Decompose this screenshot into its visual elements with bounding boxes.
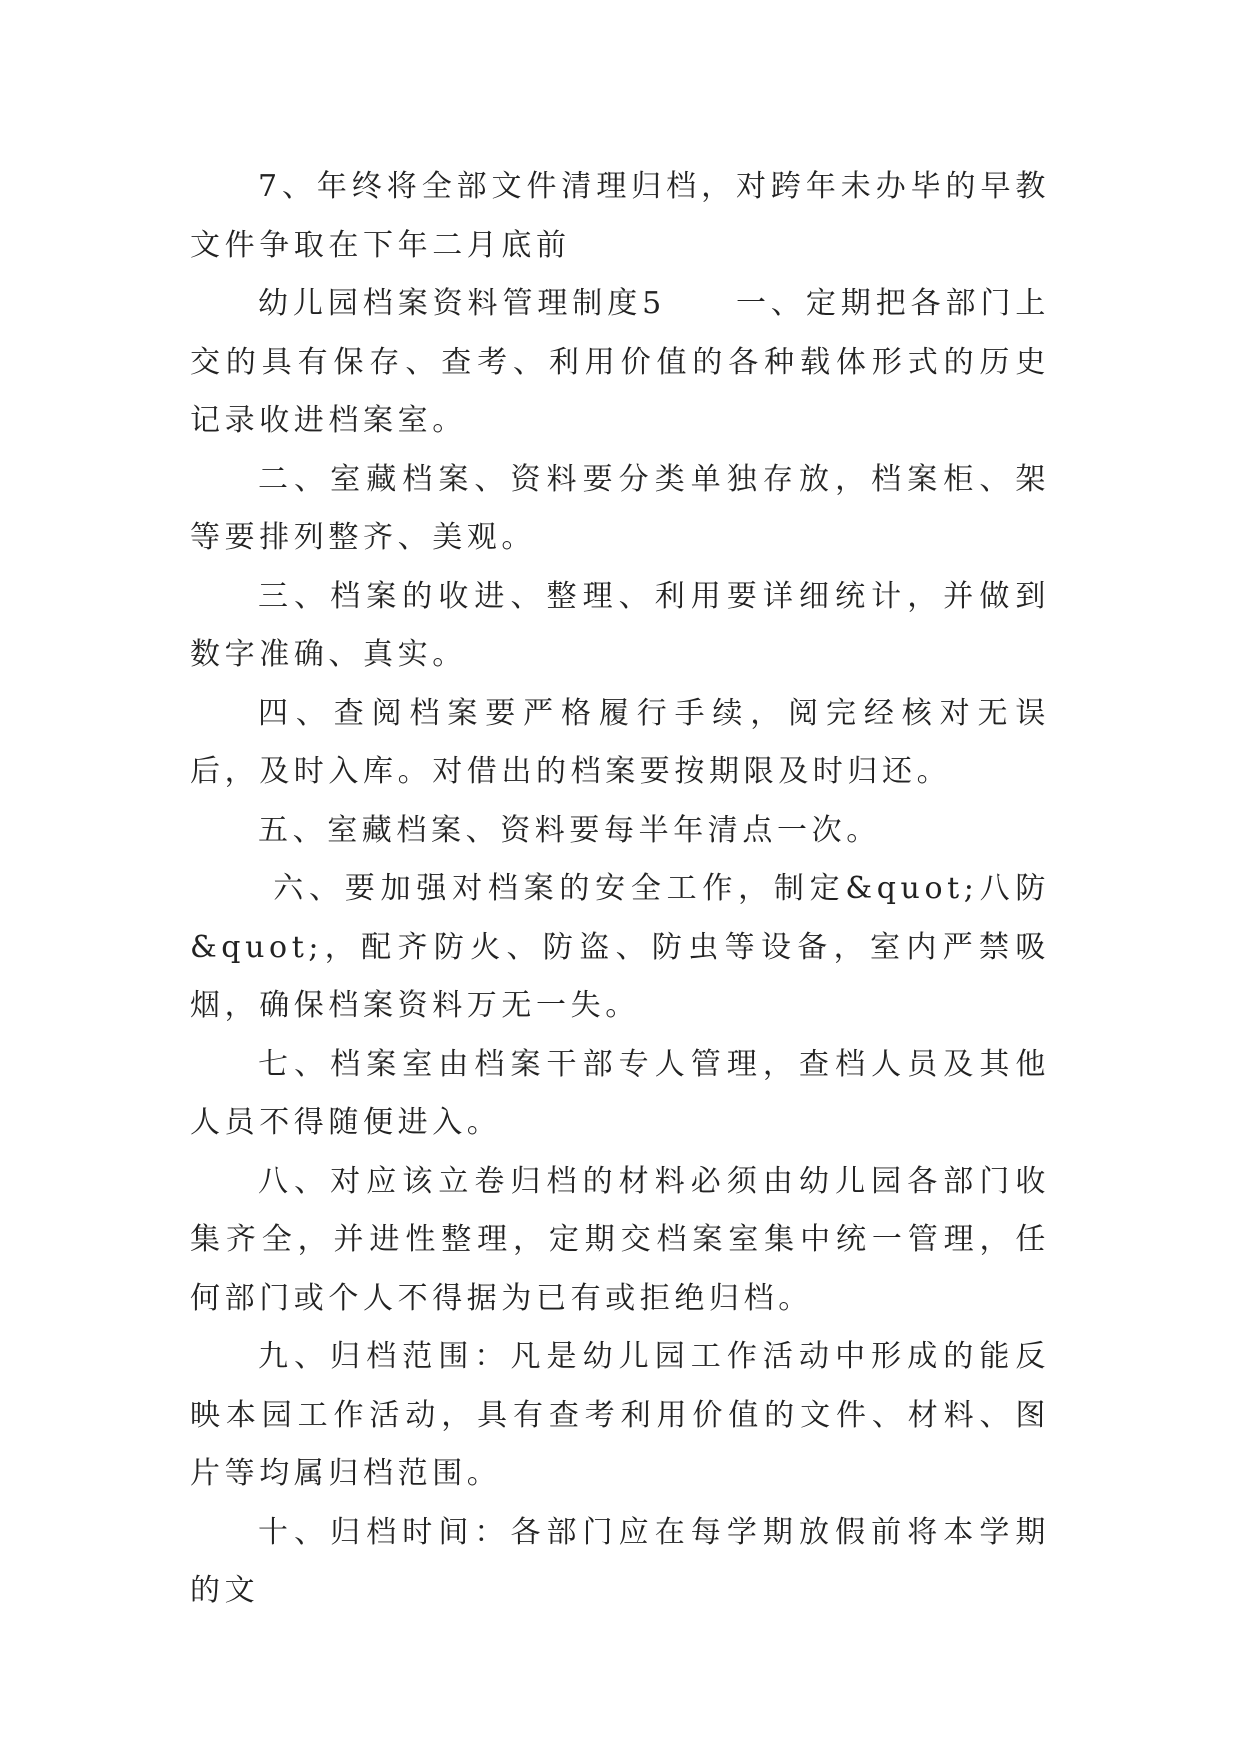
paragraph-10: 九、归档范围：凡是幼儿园工作活动中形成的能反映本园工作活动，具有查考利用价值的文件、材料、图片等均属归档范围。 [190,1339,1050,1491]
paragraph-1: 7、年终将全部文件清理归档，对跨年未办毕的早教文件争取在下年二月底前 [190,169,1050,263]
paragraph-4: 三、档案的收进、整理、利用要详细统计，并做到数字准确、真实。 [190,578,1050,672]
paragraph-6: 五、室藏档案、资料要每半年清点一次。 [258,812,881,848]
paragraph-3: 二、室藏档案、资料要分类单独存放，档案柜、架等要排列整齐、美观。 [190,461,1050,555]
paragraph-2: 幼儿园档案资料管理制度5 一、定期把各部门上交的具有保存、查考、利用价值的各种载体形式的历史记录收进档案室。 [190,286,1050,438]
document-body [190,158,1050,1621]
paragraph-9: 八、对应该立卷归档的材料必须由幼儿园各部门收集齐全，并进性整理，定期交档案室集中统一管理，任何部门或个人不得据为已有或拒绝归档。 [190,1163,1050,1316]
paragraph-7: 六、要加强对档案的安全工作，制定&quot;八防&quot;，配齐防火、防盗、防虫等设备，室内严禁吸烟，确保档案资料万无一失。 [190,871,1050,1023]
paragraph-11: 十、归档时间：各部门应在每学期放假前将本学期的文 [190,1514,1050,1608]
paragraph-5: 四、查阅档案要严格履行手续，阅完经核对无误后，及时入库。对借出的档案要按期限及时归还。 [190,695,1050,789]
paragraph-8: 七、档案室由档案干部专人管理，查档人员及其他人员不得随便进入。 [190,1046,1050,1140]
